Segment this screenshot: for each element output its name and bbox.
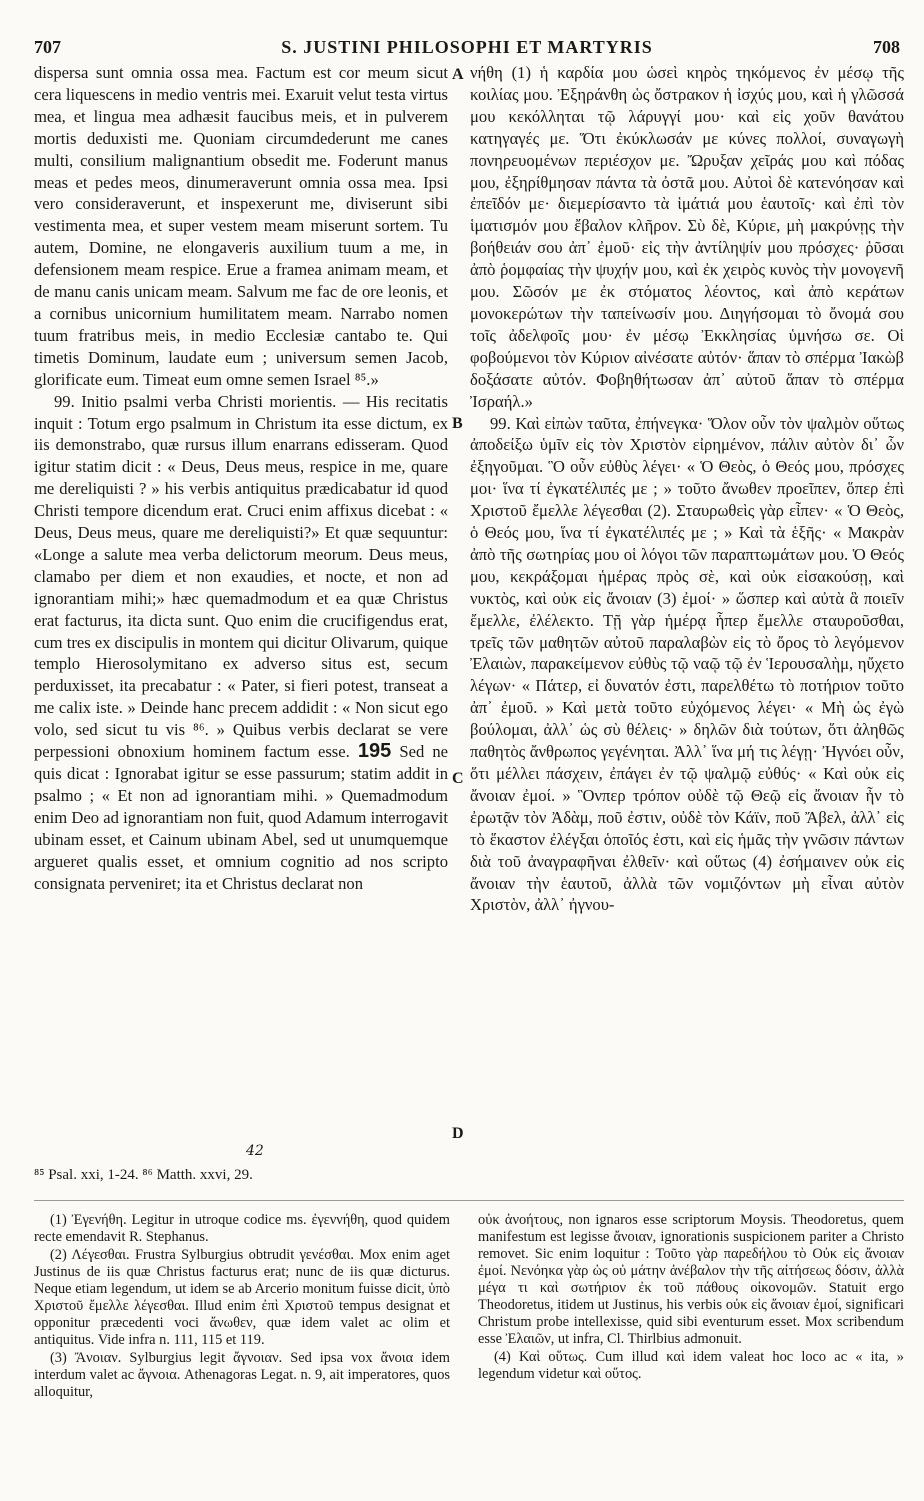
note-4: (4) Καὶ οὕτως. Cum illud καὶ idem valeat hoc loco ac « ita, » legendum videtur καὶ οὕτος. (478, 1349, 904, 1382)
notes-left-column (34, 1212, 450, 1402)
margin-marker-d: D (452, 1125, 464, 1142)
handwritten-mark: 42 (246, 1143, 264, 1159)
latin-psalm-text: dispersa sunt omnia ossa mea. Factum est cor meum sicut cera liquescens in medio ventris mei. Exaruit velut testa virtus mea, et lingua mea adhæsit faucibus meis, et in pulverem mortis deduxisti me. Quoniam circumdederunt me canes multi, consilium malignantium obsedit me. Foderunt manus meas et pedes meos, dinumeraverunt omnia ossa mea. Ipsi vero consideraverunt, et inspexerunt me, diviserunt sibi vestimenta mea, et super vestem meam miserunt sortem. Tu autem, Domine, ne elongaveris auxilium tuum a me, in defensionem meam respice. Erue a framea animam meam, et de manu canis unicam meam. Salvum me fac de ore leonis, et a cornibus unicornium humilitatem meam. Narrabo nomen tuum fratribus meis, in medio Ecclesiæ cantabo te. Qui timetis Dominum, laudate eum ; universum semen Jacob, glorificate eum. Timeat eum omne semen Israel ⁸⁵.» (34, 63, 448, 389)
note-1: (1) Ἐγενήθη. Legitur in utroque codice ms. ἐγεννήθη, quod quidem recte emendavit R. Stephanus. (34, 1212, 450, 1245)
note-3-continued: οὐκ ἀνοήτους, non ignaros esse scriptorum Moysis. Theodoretus, quem manifestum est legisse ἄνοιαν, ignorationis suspicionem pariter a Christo removet. Sic enim loquitur : Τοῦτο γὰρ παρεδήλου τὸ Οὐκ εἰς ἄνοιαν ἐμοί. Νενόηκα γὰρ ὡς οὐ μάτην ἀνέβαλον τὴν τῆς αἰτήσεως δόσιν, ἀλλὰ μέγα τι καὶ σωτήριον ἐκ τοῦ πάθους οἰκονομῶν. Statuit ergo Theodoretus, itidem ut Justinus, his verbis οὐκ εἰς ἄνοιαν ἐμοί, significari Christum probe intellexisse, quid sibi eventurum esset. Mox scribendum esse Ἐλαιῶν, ut infra, Cl. Thirlbius admonuit. (478, 1212, 904, 1347)
edition-page-ref: 195 (357, 740, 392, 763)
right-page-number: 708 (873, 36, 900, 57)
greek-column (470, 62, 904, 916)
left-page-number: 707 (34, 36, 61, 57)
footnote-divider (34, 1200, 904, 1201)
latin-chapter-99 (34, 391, 448, 895)
margin-marker-a: A (452, 66, 464, 83)
note-3: (3) Ἄνοιαν. Sylburgius legit ἄγνοιαν. Sed ipsa vox ἄνοια idem interdum valet ac ἄγνοια. Athenagoras Legat. n. 9, ait imperatores, quos alloquitur, (34, 1350, 450, 1400)
latin-chapter-99-text: 99. Initio psalmi verba Christi morientis. — His recitatis inquit : Totum ergo psalmum in Christum ita esse dictum, ex iis demonstrabo, quæ rursus illum enarrans edisseram. Quod igitur statim dicit : « Deus, Deus meus, respice in me, quare me dereliquisti ? » his verbis antiquitus prædicabatur id quod Christi tempore dicendum erat. Cruci enim affixus dicebat : « Deus, Deus meus, quare me dereliquisti?» Et quæ sequuntur: «Longe a salute mea verba delictorum meorum. Deus meus, clamabo per diem et non exaudies, et nocte, et non ad ignorantiam mihi;» hæc quemadmodum et ea quæ Christus erat facturus, ita dicta sunt. Quo enim die crucifigendus erat, cum tres ex discipulis in montem qui dicitur Olivarum, quique templo Hierosolymitano ex adverso situs est, secum perduxisset, ita precabatur : « Pater, si fieri potest, transeat a me calix iste. » Deinde hanc precem addidit : « Non sicut ego volo, sed sicut tu vis ⁸⁶. » Quibus verbis declarat se vere perpessioni obnoxium hominem factum esse. (34, 391, 448, 762)
notes-right-column (478, 1212, 904, 1384)
margin-marker-b: B (452, 415, 463, 432)
scripture-references: ⁸⁵ Psal. xxi, 1-24. ⁸⁶ Matth. xxvi, 29. (34, 1167, 253, 1183)
running-header (34, 34, 900, 60)
latin-column (34, 62, 448, 894)
margin-marker-c: C (452, 770, 464, 787)
greek-chapter-99: 99. Καὶ εἰπὼν ταῦτα, ἐπήνεγκα· Ὅλον οὖν τὸν ψαλμὸν οὕτως ἀποδείξω ὑμῖν εἰς τὸν Χριστὸν εἰρημένον, πάλιν αὐτὸν δι᾽ ὧν ἐξηγοῦμαι. Ὃ οὖν εὐθὺς λέγει· « Ὁ Θεὸς, ὁ Θεός μου, πρόσχες μοι· ἵνα τί ἐγκατέλιπές με ; » τοῦτο ἄνωθεν προεῖπεν, ὅπερ ἐπὶ Χριστοῦ ἔμελλε λέγεσθαι (2). Σταυρωθεὶς γὰρ εἶπεν· « Ὁ Θεὸς, ὁ Θεός μου, ἵνα τί ἐγκατέλιπές με ; » Καὶ τὰ ἑξῆς· « Μακρὰν ἀπὸ τῆς σωτηρίας μου οἱ λόγοι τῶν παραπτωμάτων μου. Ὁ Θεός μου, κεκράξομαι ἡμέρας πρὸς σὲ, καὶ οὐκ εἰσακούσῃ, καὶ νυκτὸς, καὶ οὐκ εἰς ἄνοιαν (3) ἐμοί· » ὥσπερ καὶ αὐτὰ ἃ ποιεῖν ἔμελλε, ἐλέλεκτο. Τῇ γὰρ ἡμέρᾳ ἧπερ ἔμελλε σταυροῦσθαι, τρεῖς τῶν μαθητῶν αὐτοῦ παραλαβὼν εἰς τὸ ὄρος τὸ λεγόμενον Ἐλαιὼν, παρακείμενον εὐθὺς τῷ ναῷ τῷ ἐν Ἱερουσαλὴμ, ηὔχετο λέγων· « Πάτερ, εἰ δυνατόν ἐστι, παρελθέτω τὸ ποτήριον τοῦτο ἀπ᾽ ἐμοῦ. » Καὶ μετὰ τοῦτο εὐχόμενος λέγει· « Μὴ ὡς ἐγὼ βούλομαι, ἀλλ᾽ ὡς σὺ θέλεις· » δηλῶν διὰ τούτων, ὅτι ἀληθῶς παθητὸς ἄνθρωπος γεγένηται. Ἀλλ᾽ ἵνα μή τις λέγῃ· Ἠγνόει οὖν, ὅτι μέλλει πάσχειν, ἐπάγει ἐν τῷ ψαλμῷ εὐθύς· « Καὶ οὐκ εἰς ἄνοιαν ἐμοί. » Ὃνπερ τρόπον οὐδὲ τῷ Θεῷ εἰς ἄνοιαν ἦν τὸ ἐρωτᾷν τὸν Ἀδὰμ, ποῦ ἐστιν, οὐδὲ τὸν Κάϊν, ποῦ Ἄβελ, ἀλλ᾽ εἰς τὸ ἕκαστον ἐλέγξαι ὁποῖός ἐστι, καὶ εἰς ἡμᾶς τὴν γνῶσιν πάντων διὰ τοῦ ἀναγραφῆναι ἐλθεῖν· καὶ οὕτως (4) ἐσήμαινεν οὐκ εἰς ἄνοιαν τὴν ἑαυτοῦ, ἀλλὰ τῶν νομιζόντων μὴ εἶναι αὐτὸν Χριστὸν, ἀλλ᾽ ἠγνου- (470, 413, 904, 915)
note-2: (2) Λέγεσθαι. Frustra Sylburgius obtrudit γενέσθαι. Mox enim aget Justinus de iis quæ Christus facturus erat; nunc de iis quæ dicturus. Neque etiam legendum, ut idem se ab Arcerio monitum fuisse dicit, ὑπὸ Χριστοῦ ἔμελλε λέγεσθαι. Illud enim ἐπὶ Χριστοῦ tempus designat et opponitur præcedenti voci ἄνωθεν, quæ idem valet ac olim et antiquitus. Vide infra n. 111, 115 et 119. (34, 1247, 450, 1348)
greek-psalm-text: νήθη (1) ἡ καρδία μου ὡσεὶ κηρὸς τηκόμενος ἐν μέσῳ τῆς κοιλίας μου. Ἐξηράνθη ὡς ὄστρακον ἡ ἰσχύς μου, καὶ ἡ γλῶσσά μου κεκόλληται τῷ λάρυγγί μου· καὶ εἰς χοῦν θανάτου κατηγαγές με. Ὅτι ἐκύκλωσάν με κύνες πολλοί, συναγωγὴ πονηρευομένων περιέσχον με. Ὤρυξαν χεῖράς μου καὶ πόδας μου, ἐξηρίθμησαν πάντα τὰ ὀστᾶ μου. Αὐτοὶ δὲ κατενόησαν καὶ ἐπεῖδόν με· διεμερίσαντο τὰ ἱμάτιά μου ἑαυτοῖς· καὶ ἐπὶ τὸν ἱματισμόν μου ἔβαλον κλῆρον. Σὺ δὲ, Κύριε, μὴ μακρύνῃς τὴν βοήθειάν σου ἀπ᾽ ἐμοῦ· εἰς τὴν ἀντίληψίν μου πρόσχες· ῥῦσαι ἀπὸ ῥομφαίας τὴν ψυχήν μου, καὶ ἐκ χειρὸς κυνὸς τὴν μονογενῆ μου. Σῶσόν με ἐκ στόματος λέοντος, καὶ ἀπὸ κεράτων μονοκερώτων τὴν ταπείνωσίν μου. Διηγήσομαι τὸ ὄνομά σου τοῖς ἀδελφοῖς μου· ἐν μέσῳ Ἐκκλησίας ὑμνήσω σε. Οἱ φοβούμενοι τὸν Κύριον αἰνέσατε αὐτόν· ἅπαν τὸ σπέρμα Ἰακὼβ δοξάσατε αὐτόν. Φοβηθήτωσαν ἀπ᾽ αὐτοῦ ἅπαν τὸ σπέρμα Ἰσραήλ.» (470, 63, 904, 411)
running-title: S. JUSTINI PHILOSOPHI ET MARTYRIS (281, 36, 653, 57)
latin-chapter-99-cont: Sed ne quis dicat : Ignorabat igitur se esse passurum; statim addit in psalmo ; « Et non ad ignorantiam mihi. » Quemadmodum enim Deo ad ignorantiam non fuit, quod Adamum interrogavit ubinam esset, et Cainum ubinam Abel, sed ut unumquemque argueret qualis esset, et omnium cognitio ad nos scripto consignata perveniret; ita et Christus declarat non (34, 742, 448, 893)
